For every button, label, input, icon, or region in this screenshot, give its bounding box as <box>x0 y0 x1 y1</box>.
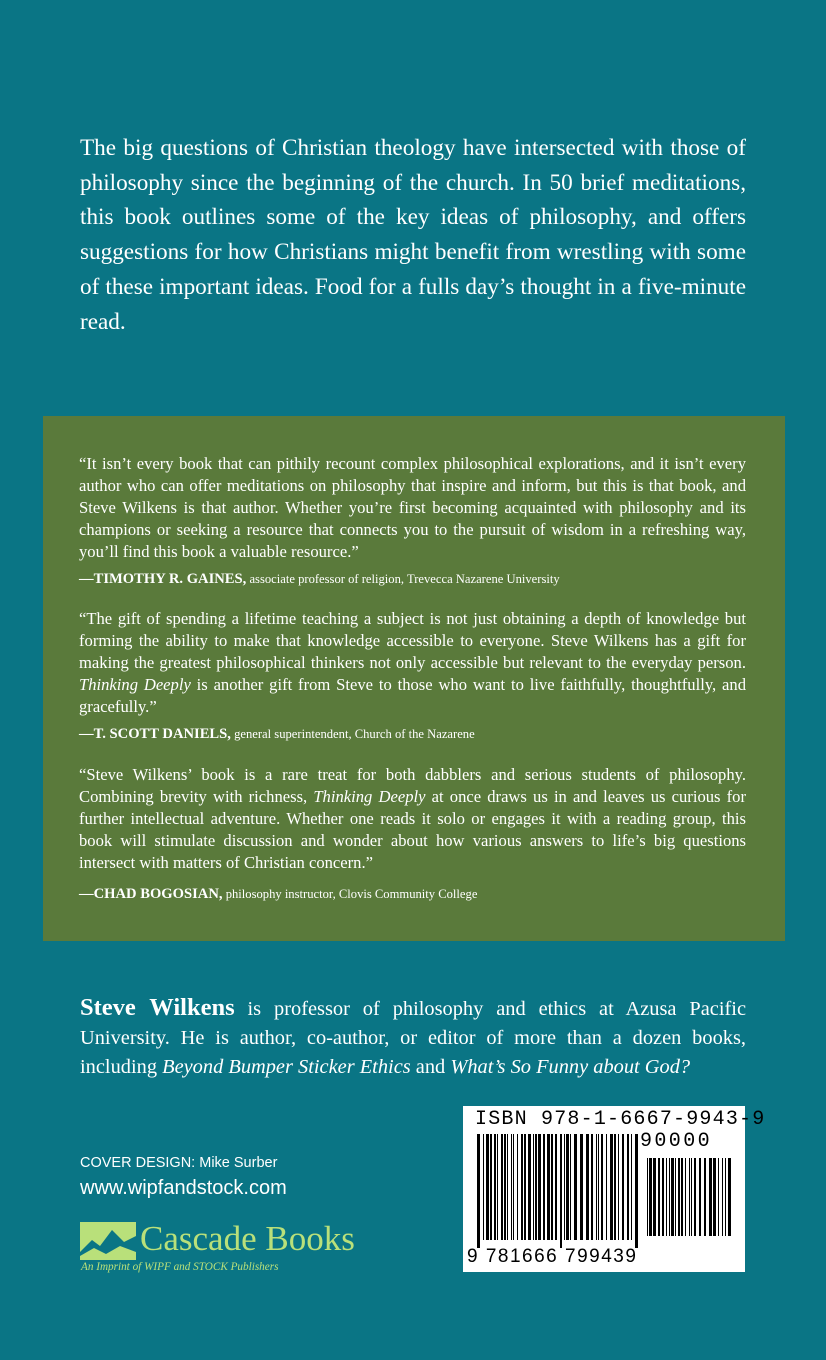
endorser-name: —CHAD BOGOSIAN, <box>79 886 223 902</box>
endorser-role: associate professor of religion, Trevecca Nazarene University <box>249 572 560 586</box>
credits <box>80 1154 287 1200</box>
cover-design-credit: COVER DESIGN: Mike Surber <box>80 1155 278 1171</box>
author-name: Steve Wilkens <box>80 994 235 1021</box>
publisher-name: Cascade Books <box>140 1219 355 1258</box>
book-title-italic: What’s So Funny about God? <box>450 1056 691 1078</box>
price-code: 90000 <box>640 1130 713 1153</box>
publisher-logo <box>80 1219 410 1282</box>
endorsement-quote-2: “The gift of spending a lifetime teaching a subject is not just obtaining a depth of knowledge but forming the ability to make that knowledge accessible to everyone. Steve Wilkens has a gift for making the greatest philosophical thinkers not only accessible but relevant to the everyday person. Thinking Deeply is another gift from Steve to those who want to live faithfully, thoughtfully, and gracefully.” <box>79 609 746 716</box>
book-title-italic: Thinking Deeply <box>79 675 191 694</box>
book-description: The big questions of Christian theology have intersected with those of philosophy since the beginning of the church. In 50 brief meditations, this book outlines some of the key ideas of philosophy, and offers suggestions for how Christians might benefit from wrestling with some of these important ideas. Food for a fulls day’s thought in a five-minute read. <box>80 135 746 335</box>
price-barcode-bars <box>647 1158 731 1244</box>
publisher-website: www.wipfandstock.com <box>80 1177 287 1199</box>
endorsement-quote-3: “Steve Wilkens’ book is a rare treat for both dabblers and serious students of philosophy. Combining brevity with richness, Thinking Deeply at once draws us in and leaves us curious for further intellectual adventure. Whether one reads it solo or engages it with a reading group, this book will stimulate discussion and wonder about how various answers to life’s big questions intersect with matters of Christian concern.” <box>79 765 746 872</box>
endorsement-attribution-3 <box>79 886 759 902</box>
endorser-name: —TIMOTHY R. GAINES, <box>79 571 247 587</box>
mountain-icon <box>80 1222 136 1260</box>
endorser-name: —T. SCOTT DANIELS, <box>79 726 231 742</box>
endorser-role: general superintendent, Church of the Nazarene <box>234 727 475 741</box>
author-bio: Steve Wilkens is professor of philosophy and ethics at Azusa Pacific University. He is author, co-author, or editor of more than a dozen books, including Beyond Bumper Sticker Ethics and What’s So Funny about God? <box>80 994 747 1078</box>
endorsement-attribution-2 <box>79 726 759 742</box>
publisher-imprint: An Imprint of WIPF and STOCK Publishers <box>81 1261 279 1273</box>
endorsement-quote-1: “It isn’t every book that can pithily recount complex philosophical explorations, and it isn’t every author who can offer meditations on philosophy that inspire and inform, but this is that book, and Steve Wilkens is that author. Whether you’re first becoming acquainted with philosophy and its champions or seeking a resource that connects you to the pursuit of wisdom in a refreshing way, you’ll find this book a valuable resource.” <box>79 454 746 561</box>
endorsement-attribution-1 <box>79 571 759 587</box>
book-title-italic: Thinking Deeply <box>313 787 426 806</box>
barcode-bars <box>477 1134 639 1248</box>
isbn-barcode <box>463 1106 766 1272</box>
barcode-digits: 9 781666 799439 <box>467 1246 638 1267</box>
isbn-number: ISBN 978-1-6667-9943-9 <box>475 1108 766 1131</box>
book-title-italic: Beyond Bumper Sticker Ethics <box>162 1056 411 1078</box>
endorser-role: philosophy instructor, Clovis Community College <box>225 887 478 901</box>
